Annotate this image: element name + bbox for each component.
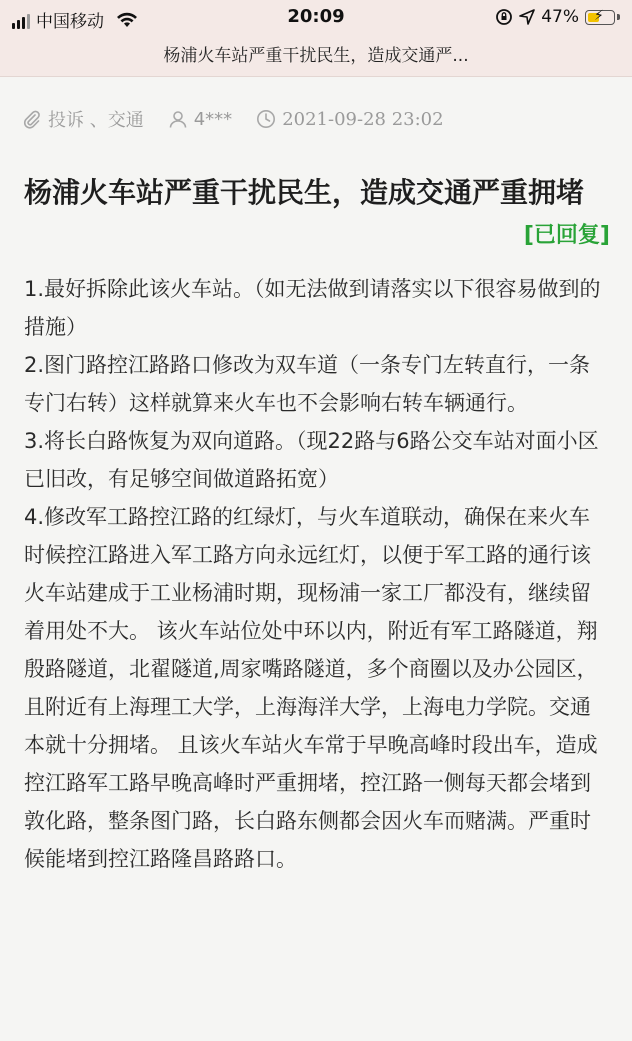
paperclip-icon [22, 109, 42, 129]
user-icon [168, 109, 188, 129]
meta-category-text: 投诉 、交通 [48, 110, 144, 131]
article-title: 杨浦火车站严重干扰民生，造成交通严重拥堵 [24, 176, 585, 209]
article-meta [22, 106, 468, 132]
battery-icon: ⚡ [585, 10, 615, 25]
location-icon [519, 9, 535, 25]
status-bar [0, 0, 632, 36]
article-body [24, 270, 610, 878]
meta-category [22, 106, 144, 132]
status-badge: [已回复] [523, 223, 610, 248]
status-time: 20:09 [287, 6, 345, 27]
paragraph: 2.图门路控江路路口修改为双车道（一条专门左转直行，一条专门右转）这样就算来火车也不会影响右转车辆通行。 [24, 353, 591, 415]
paragraph: 1.最好拆除此该火车站。（如无法做到请落实以下很容易做到的措施） [24, 277, 601, 339]
carrier-name: 中国移动 [36, 12, 104, 32]
meta-user [168, 109, 232, 130]
meta-user-text: 4*** [193, 108, 233, 130]
orientation-lock-icon [495, 8, 513, 26]
paragraph: 4.修改军工路控江路的红绿灯，与火车道联动，确保在来火车时候控江路进入军工路方向永远红灯，以便于军工路的通行该火车站建成于工业杨浦时期，现杨浦一家工厂都没有，继续留着用处不大。 该火车站位处中环以内，附近有军工路隧道，翔殷路隧道，北翟隧道,周家嘴路隧道，多个商圈以及办公园区，且附近有上海理工大学，上海海洋大学，上海电力学院。交通本就十分拥堵。 且该火车站火车常于早晚高峰时段出车，造成控江路军工路早晚高峰时严重拥堵，控江路一侧每天都会堵到敦化路，整条图门路，长白路东侧都会因火车而赌满。严重时候能堵到控江路隆昌路路口。 [24, 505, 598, 871]
meta-datetime [256, 109, 443, 130]
battery-percent: 47% [541, 7, 579, 27]
meta-datetime-text: 2021-09-28 23:02 [282, 108, 444, 130]
battery-tip [617, 14, 620, 20]
paragraph: 3.将长白路恢复为双向道路。（现22路与6路公交车站对面小区已旧改，有足够空间做道路拓宽） [24, 429, 599, 491]
page-title-bar: 杨浦火车站严重干扰民生，造成交通严... [0, 36, 632, 77]
clock-icon [256, 109, 276, 129]
status-right [495, 7, 620, 27]
